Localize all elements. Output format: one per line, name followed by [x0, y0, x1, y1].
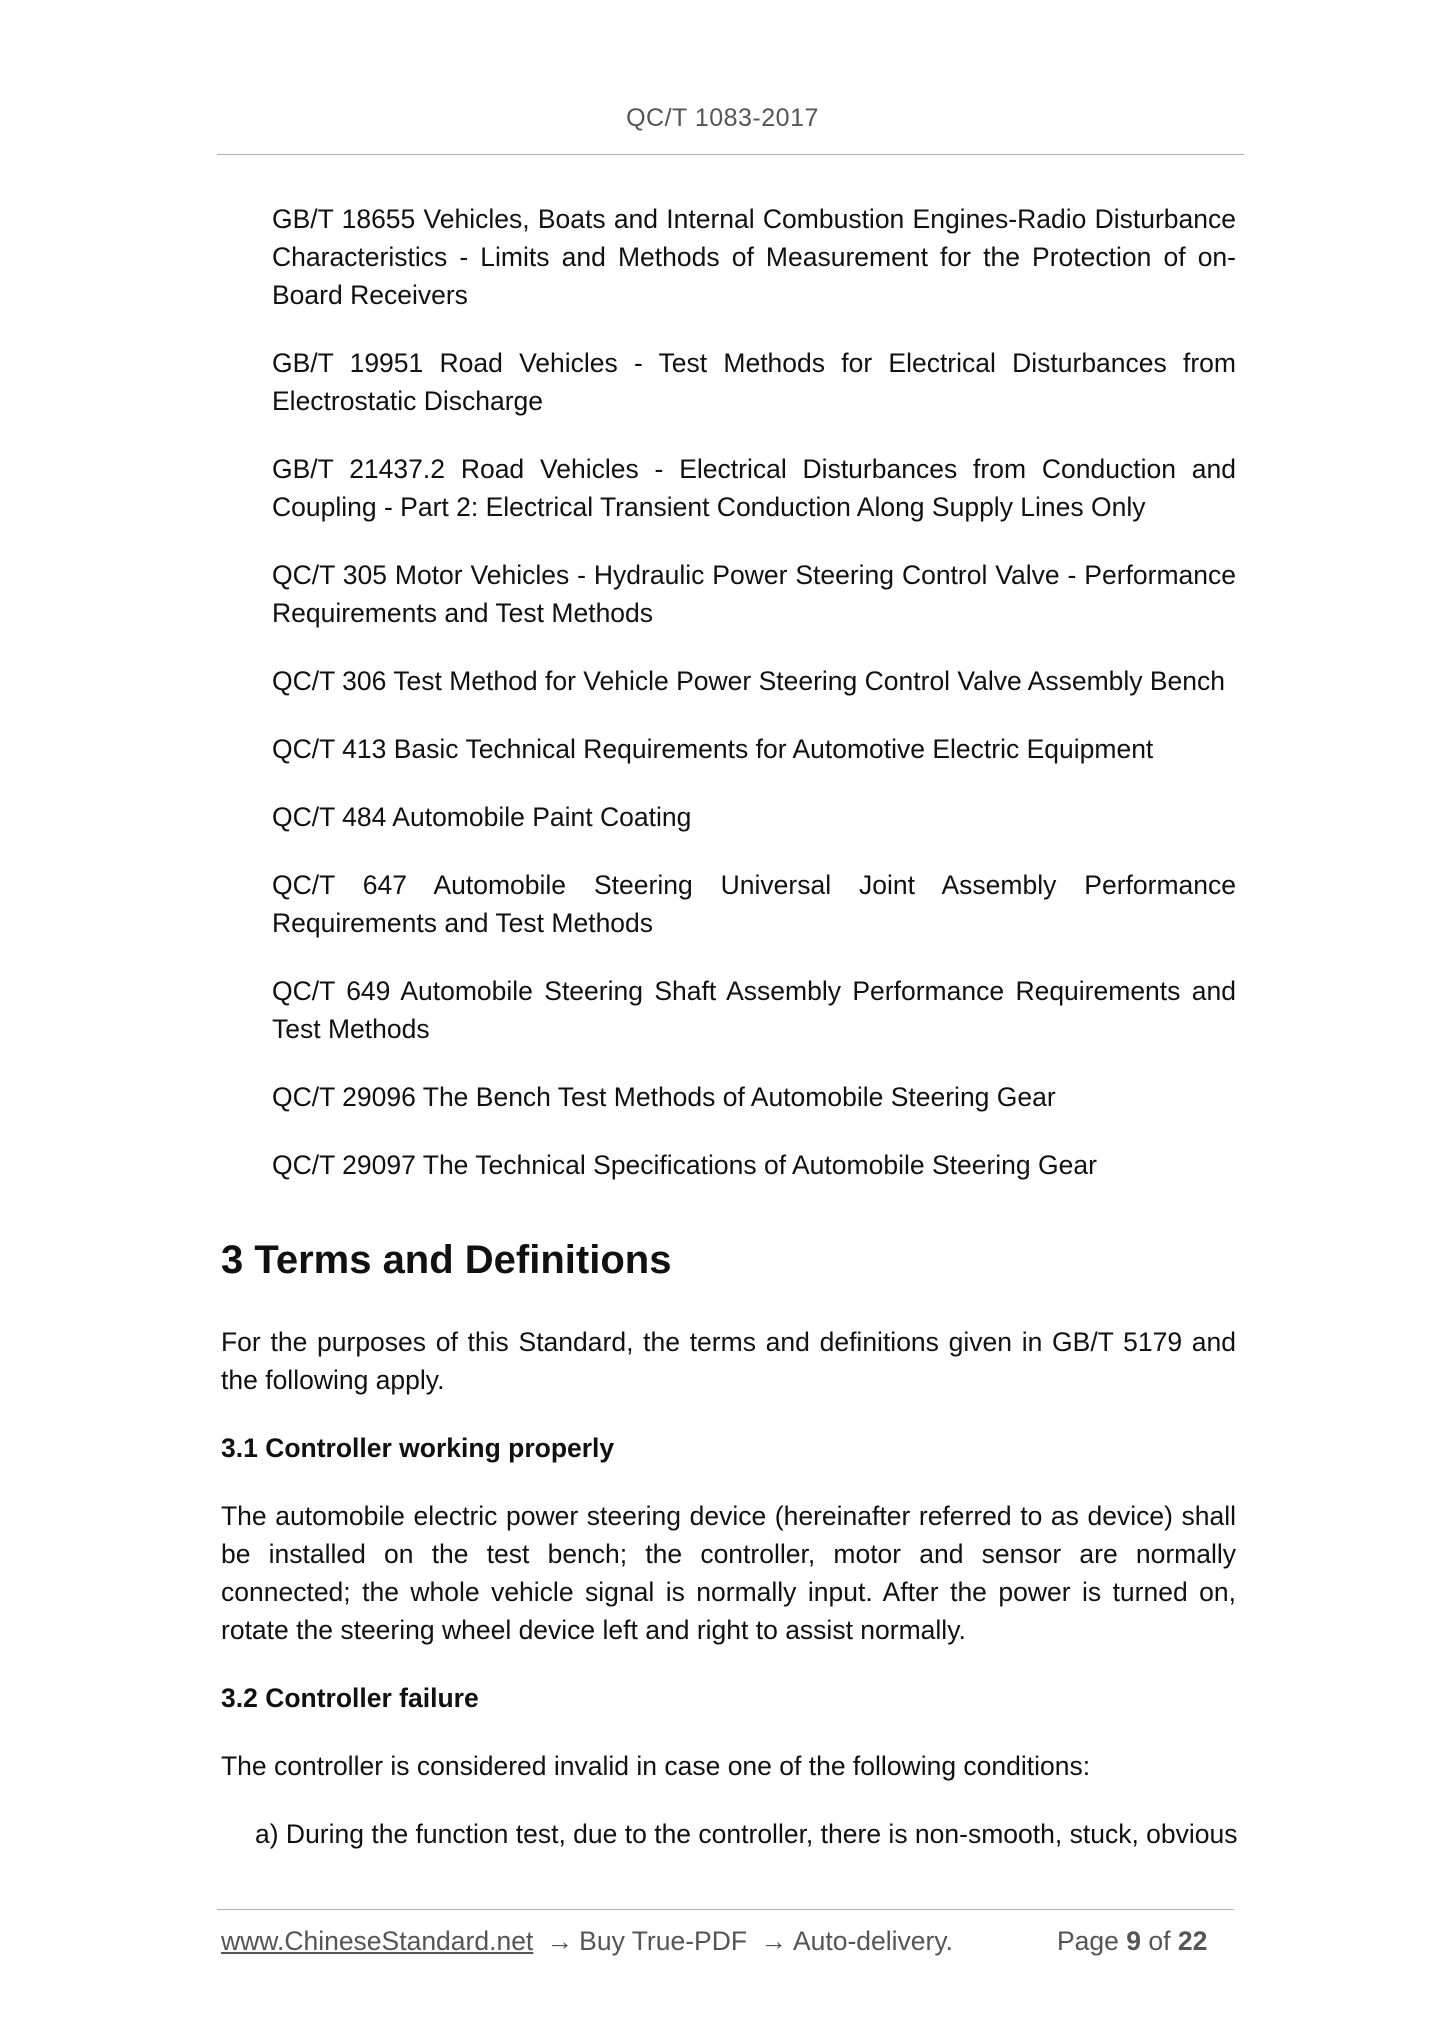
reference-item: QC/T 413 Basic Technical Requirements for Automotive Electric Equipment	[272, 734, 1154, 764]
reference-item: GB/T 21437.2 Road Vehicles - Electrical Disturbances from Conduction and Coupling - Part 2: Electrical Transient Conduction Along Supply Lines Only	[272, 454, 1236, 522]
reference-item: QC/T 305 Motor Vehicles - Hydraulic Power Steering Control Valve - Performance Requirements and Test Methods	[272, 560, 1236, 628]
section-heading: 3 Terms and Definitions	[221, 1238, 672, 1282]
page-total: 22	[1177, 1926, 1208, 1956]
header-divider	[217, 154, 1244, 155]
subsection-text-3-1: The automobile electric power steering device (hereinafter referred to as device) shall be installed on the test bench; the controller, motor and sensor are normally connected; the whole vehicle signal is normally input. After the power is turned on, rotate the steering wheel device left and right to assist normally.	[221, 1501, 1236, 1645]
reference-item: GB/T 18655 Vehicles, Boats and Internal Combustion Engines-Radio Disturbance Characteristics - Limits and Methods of Measurement for the Protection of on-Board Receivers	[272, 204, 1236, 310]
reference-item: QC/T 29097 The Technical Specifications of Automobile Steering Gear	[272, 1150, 1097, 1180]
arrow-right-icon: →	[760, 1926, 787, 1956]
subsection-heading-3-2: 3.2 Controller failure	[221, 1683, 479, 1713]
footer-promo	[221, 1926, 953, 1957]
subsection-text-3-2: The controller is considered invalid in case one of the following conditions:	[221, 1751, 1091, 1781]
page-of: of	[1148, 1926, 1171, 1956]
section-3	[221, 1236, 1236, 1853]
normative-references-list	[272, 200, 1236, 1214]
footer-divider	[217, 1909, 1234, 1910]
arrow-right-icon: →	[546, 1926, 574, 1956]
delivery-text: Auto-delivery.	[792, 1926, 953, 1956]
page-label: Page	[1057, 1926, 1119, 1956]
buy-text: Buy True-PDF	[579, 1926, 748, 1956]
reference-item: QC/T 306 Test Method for Vehicle Power Steering Control Valve Assembly Bench	[272, 666, 1226, 696]
page-current: 9	[1126, 1926, 1142, 1956]
reference-item: QC/T 29096 The Bench Test Methods of Automobile Steering Gear	[272, 1082, 1056, 1112]
subsection-heading-3-1: 3.1 Controller working properly	[221, 1433, 615, 1463]
reference-item: QC/T 647 Automobile Steering Universal Joint Assembly Performance Requirements and Test Methods	[272, 870, 1236, 938]
list-item-a: a) During the function test, due to the controller, there is non-smooth, stuck, obvious	[255, 1819, 1238, 1849]
site-link[interactable]: www.ChineseStandard.net	[221, 1926, 534, 1956]
page-number	[1057, 1926, 1207, 1957]
section-intro: For the purposes of this Standard, the terms and definitions given in GB/T 5179 and the following apply.	[221, 1327, 1236, 1395]
document-header: QC/T 1083-2017	[626, 104, 819, 132]
reference-item: QC/T 484 Automobile Paint Coating	[272, 802, 692, 832]
reference-item: QC/T 649 Automobile Steering Shaft Assembly Performance Requirements and Test Methods	[272, 976, 1236, 1044]
reference-item: GB/T 19951 Road Vehicles - Test Methods for Electrical Disturbances from Electrostatic Discharge	[272, 348, 1236, 416]
